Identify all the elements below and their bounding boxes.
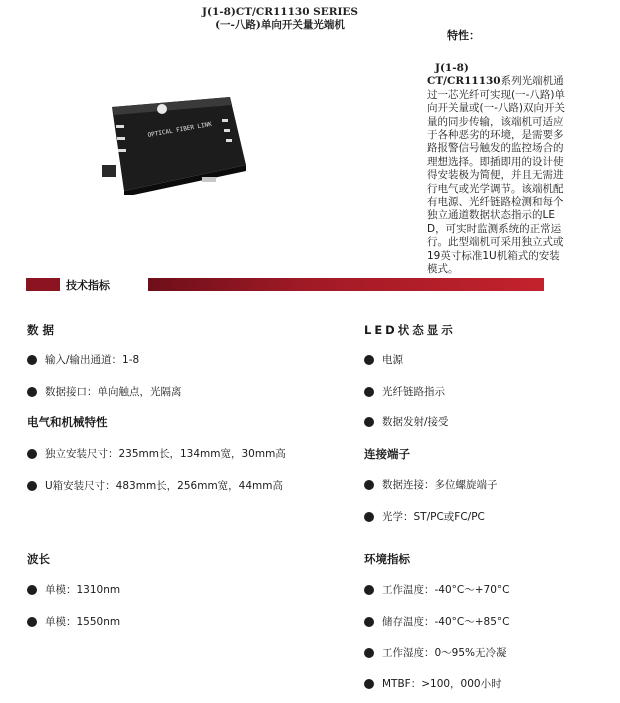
section-data-heading: 数 据 [27,323,55,337]
bullet-icon [364,679,374,689]
section-mech-heading: 电气和机械特性 [27,415,108,429]
section-led-heading: LED状态显示 [364,323,456,337]
features-description: 系列光端机通过一芯光纤可实现(一-八路)单向开关量或(一-八路)双向开关量的同步传输，该端机可适应于各种恶劣的环境，是需要多路报警信号触发的监控场合的理想选择。即插即用的设计使得安装极为简便，并且无需进行电气或光学调节。该端机配有电源、光纤链路检测和每个独立通道数据状态指示的LED，可实时监测系统的正常运行。此型端机可采用独立式或19英寸标准1U机箱式的安装模式。 [427,75,565,276]
features-model-code: CT/CR11130 [427,75,501,88]
list-item: 工作温度：-40°C～+70°C [364,582,509,597]
device-label: OPTICAL FIBER LINK [147,120,213,139]
list-item: 电源 [364,352,403,367]
bullet-icon [364,585,374,595]
logo-icon [157,104,167,114]
bullet-icon [364,355,374,365]
list-item: 工作湿度：0～95%无冷凝 [364,645,507,660]
bullet-icon [27,355,37,365]
bullet-icon [364,512,374,522]
bullet-icon [364,648,374,658]
list-item: U箱安装尺寸：483mm长，256mm宽，44mm高 [27,478,283,493]
bullet-icon [27,387,37,397]
list-item: 储存温度：-40°C～+85°C [364,614,509,629]
section-wave-heading: 波长 [27,552,50,566]
banner-label: 技术指标 [66,279,110,292]
list-item: 单模：1310nm [27,582,120,597]
title-line-1: J(1-8)CT/CR11130 SERIES [202,6,358,18]
spec-banner [26,276,544,293]
list-item: 单模：1550nm [27,614,120,629]
product-title [150,6,410,32]
bullet-icon [364,480,374,490]
list-item: 数据接口：单向触点，光隔离 [27,384,182,399]
list-item: 输入/输出通道：1-8 [27,352,139,367]
list-item: MTBF：>100，000小时 [364,676,502,691]
section-conn-heading: 连接端子 [364,447,410,461]
list-item: 数据发射/接受 [364,414,449,429]
bullet-icon [27,449,37,459]
bullet-icon [27,585,37,595]
list-item: 数据连接：多位螺旋端子 [364,477,498,492]
bullet-icon [364,617,374,627]
bullet-icon [364,417,374,427]
features-heading: 特性： [447,29,480,42]
section-env-heading: 环境指标 [364,552,410,566]
list-item: 光纤链路指示 [364,384,445,399]
list-item: 独立安装尺寸：235mm长，134mm宽，30mm高 [27,446,286,461]
features-text-block [427,62,567,277]
bullet-icon [364,387,374,397]
device-photo [98,95,248,195]
list-item: 光学：ST/PC或FC/PC [364,509,485,524]
bullet-icon [27,481,37,491]
features-model: J(1-8) [435,62,469,74]
bullet-icon [27,617,37,627]
title-line-2: (一-八路)单向开关量光端机 [215,19,345,31]
